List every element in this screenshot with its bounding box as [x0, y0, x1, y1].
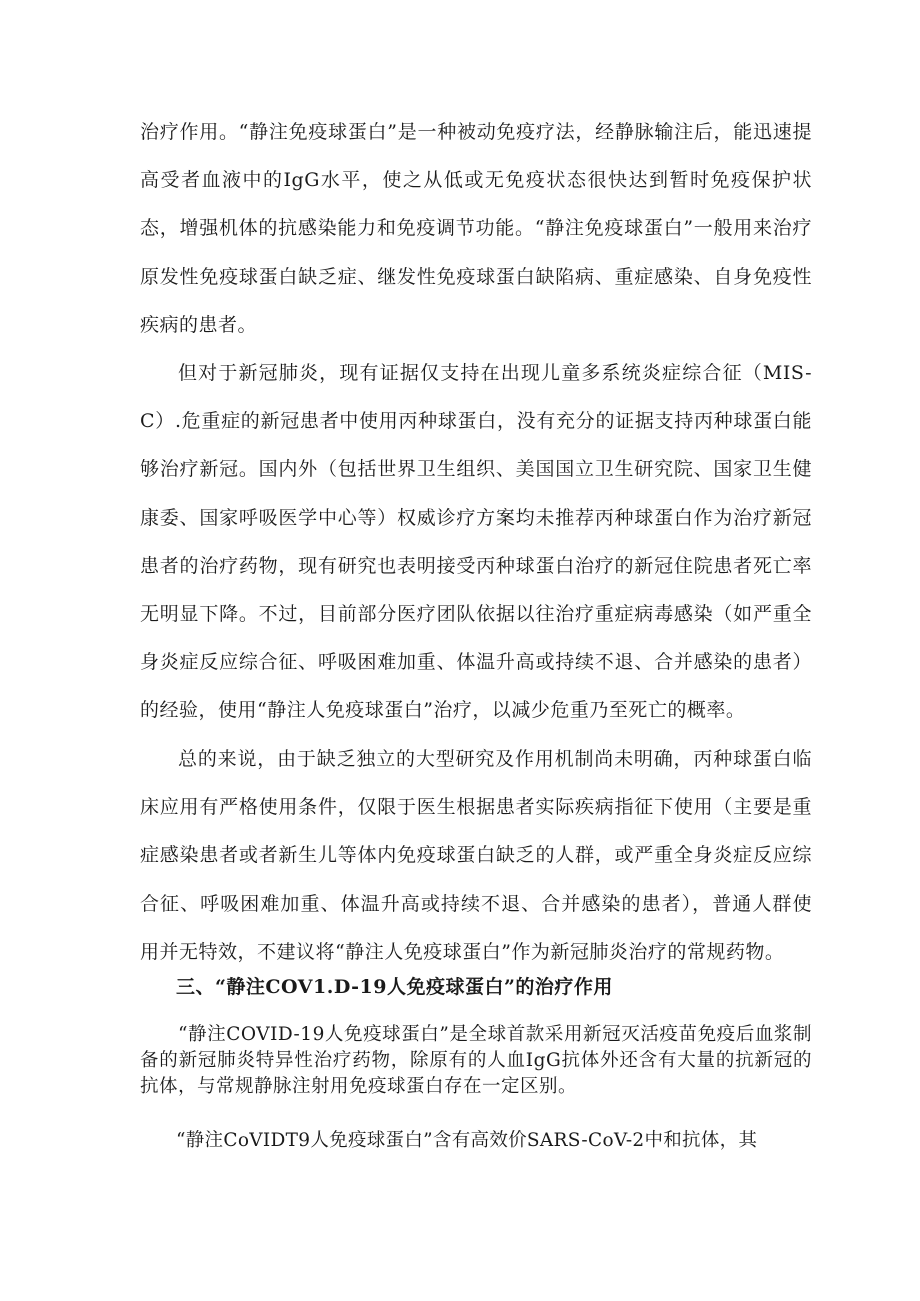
paragraph-neutralizing-antibody: “静注CoVIDT9人免疫球蛋白”含有高效价SARS-CoV-2中和抗体，其	[176, 1130, 758, 1151]
paragraph-summary: 总的来说，由于缺乏独立的大型研究及作用机制尚未明确，丙种球蛋白临床应用有严格使用条件，仅限于医生根据患者实际疾病指征下使用（主要是重症感染患者或者新生儿等体内免疫球蛋白缺乏的人群，或严重全身炎症反应综合征、呼吸困难加重、体温升高或持续不退、合并感染的患者），普通人群使用并无特效，不建议将“静注人免疫球蛋白”作为新冠肺炎治疗的常规药物。	[140, 748, 812, 963]
paragraph-ivig-role: 治疗作用。“静注免疫球蛋白”是一种被动免疫疗法，经静脉输注后，能迅速提高受者血液中的IgG水平，使之从低或无免疫状态很快达到暂时免疫保护状态，增强机体的抗感染能力和免疫调节功能。“静注免疫球蛋白”一般用来治疗原发性免疫球蛋白缺乏症、继发性免疫球蛋白缺陷病、重症感染、自身免疫性疾病的患者。	[140, 121, 812, 336]
paragraph-covid-evidence: 但对于新冠肺炎，现有证据仅支持在出现儿童多系统炎症综合征（MIS-C）.危重症的新冠患者中使用丙种球蛋白，没有充分的证据支持丙种球蛋白能够治疗新冠。国内外（包括世界卫生组织、美国国立卫生研究院、国家卫生健康委、国家呼吸医学中心等）权威诊疗方案均未推荐丙种球蛋白作为治疗新冠患者的治疗药物，现有研究也表明接受丙种球蛋白治疗的新冠住院患者死亡率无明显下降。不过，目前部分医疗团队依据以往治疗重症病毒感染（如严重全身炎症反应综合征、呼吸困难加重、体温升高或持续不退、合并感染的患者）的经验，使用“静注人免疫球蛋白”治疗，以减少危重乃至死亡的概率。	[140, 362, 812, 722]
section-heading-three: 三、“静注COV1.D-19人免疫球蛋白”的治疗作用	[176, 976, 613, 998]
paragraph-specific-ivig: “静注COVID-19人免疫球蛋白”是全球首款采用新冠灭活疫苗免疫后血浆制备的新冠肺炎特异性治疗药物，除原有的人血IgG抗体外还含有大量的抗新冠的抗体，与常规静脉注射用免疫球蛋白存在一定区别。	[140, 1024, 812, 1097]
